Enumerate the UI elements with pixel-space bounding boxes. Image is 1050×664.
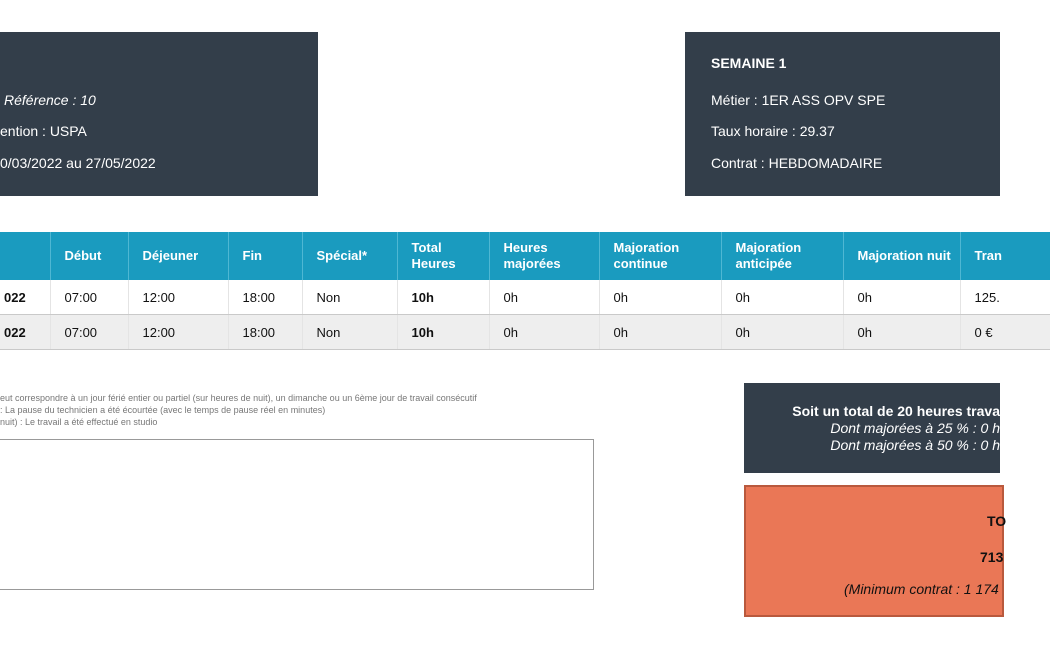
cell-fin: 18:00 (228, 315, 302, 350)
info-panel-right (685, 32, 1000, 196)
table-row (0, 315, 1050, 350)
cell-special: Non (302, 280, 397, 315)
cell-total-heures: 10h (397, 315, 489, 350)
table-row (0, 280, 1050, 315)
minimum-contract: (Minimum contrat : 1 174 (844, 581, 999, 597)
summary-panel (744, 383, 1000, 473)
table-header-row (0, 232, 1050, 280)
cell-total-heures: 10h (397, 280, 489, 315)
cell-special: Non (302, 315, 397, 350)
footnote-pause: : La pause du technicien a été écourtée (avec le temps de pause réel en minutes) (0, 405, 326, 415)
cell-debut: 07:00 (50, 315, 128, 350)
total-panel (744, 485, 1007, 617)
footnote-special: eut correspondre à un jour férié entier ou partiel (sur heures de nuit), un dimanche ou un 6ème jour de travail consécutif (0, 393, 477, 403)
hours-table (0, 232, 1050, 350)
comment-field[interactable] (0, 439, 594, 590)
cell-majoration-anticipee: 0h (721, 315, 843, 350)
convention-text: ention : USPA (0, 123, 87, 139)
cell-heures-majorees: 0h (489, 280, 599, 315)
reference-text: Référence : 10 (4, 92, 96, 108)
job-text: Métier : 1ER ASS OPV SPE (711, 92, 886, 108)
cell-debut: 07:00 (50, 280, 128, 315)
cell-transport: 0 € (960, 315, 1050, 350)
col-header-transport: Tran (960, 232, 1050, 280)
cell-heures-majorees: 0h (489, 315, 599, 350)
total-amount: 713 (980, 549, 1004, 565)
col-header-debut: Début (50, 232, 128, 280)
cell-majoration-anticipee: 0h (721, 280, 843, 315)
col-header-majoration-nuit: Majoration nuit (843, 232, 960, 280)
cell-date: 022 (0, 315, 50, 350)
week-title: SEMAINE 1 (711, 55, 787, 71)
col-header-fin: Fin (228, 232, 302, 280)
cell-transport: 125. (960, 280, 1050, 315)
rate-text: Taux horaire : 29.37 (711, 123, 835, 139)
info-panel-left (0, 32, 318, 196)
summary-majorees-50: Dont majorées à 50 % : 0 h (830, 437, 1000, 453)
total-label: TO (987, 513, 1007, 529)
col-header-dejeuner: Déjeuner (128, 232, 228, 280)
summary-total-hours: Soit un total de 20 heures trava (792, 403, 1000, 419)
cell-majoration-nuit: 0h (843, 315, 960, 350)
contract-text: Contrat : HEBDOMADAIRE (711, 155, 883, 171)
cell-majoration-continue: 0h (599, 280, 721, 315)
period-text: 0/03/2022 au 27/05/2022 (0, 155, 156, 171)
cell-date: 022 (0, 280, 50, 315)
footnote-studio: nuit) : Le travail a été effectué en studio (0, 417, 158, 427)
col-header-total-heures: Total Heures (397, 232, 489, 280)
col-header-majoration-continue: Majoration continue (599, 232, 721, 280)
cell-majoration-nuit: 0h (843, 280, 960, 315)
col-header-special: Spécial* (302, 232, 397, 280)
cell-dejeuner: 12:00 (128, 315, 228, 350)
cell-majoration-continue: 0h (599, 315, 721, 350)
col-header-heures-majorees: Heures majorées (489, 232, 599, 280)
cell-fin: 18:00 (228, 280, 302, 315)
cell-dejeuner: 12:00 (128, 280, 228, 315)
col-header-date (0, 232, 50, 280)
col-header-majoration-anticipee: Majoration anticipée (721, 232, 843, 280)
footnotes (0, 392, 477, 428)
summary-majorees-25: Dont majorées à 25 % : 0 h (830, 420, 1000, 436)
hours-table-container (0, 232, 1000, 350)
